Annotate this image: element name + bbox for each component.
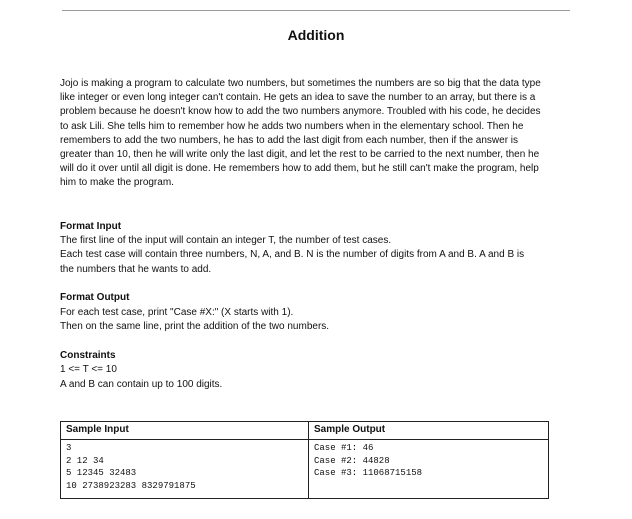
description-line: remembers to add the two numbers, he has to add the last digit from each number, then if the answer is (60, 134, 519, 146)
sample-output-header: Sample Output (309, 422, 549, 440)
format-output-line: Then on the same line, print the addition of the two numbers. (60, 321, 330, 332)
sample-output-cell (309, 440, 549, 499)
constraints-heading: Constraints (60, 350, 116, 361)
description-line: like integer or even long integer can't contain. He gets an idea to save the number to an array, but there is a (60, 92, 536, 104)
sample-input-line: 2 12 34 (66, 455, 104, 466)
format-output-line: For each test case, print "Case #X:" (X starts with 1). (60, 307, 294, 318)
description-line: Jojo is making a program to calculate two numbers, but sometimes the numbers are so big that the data type (60, 78, 541, 89)
sample-output-line: Case #2: 44828 (314, 455, 390, 466)
description-line: will do it over until all digit is done. He remembers how to add them, but he still can't make the program, help (60, 163, 539, 175)
format-input-line: Each test case will contain three numbers, N, A, and B. N is the number of digits from A and B. A and B is (60, 249, 525, 260)
description-line: greater than 10, then he will write only the last digit, and let the rest to be carried to the next number, then he (60, 149, 540, 161)
sample-input-line: 5 12345 32483 (66, 468, 137, 478)
description-line: to ask Lili. She tells him to remember how he adds two numbers when in the elementary school. Then he (60, 120, 524, 132)
sample-table (60, 421, 549, 499)
top-divider (62, 10, 570, 11)
description-line: him to make the program. (60, 177, 174, 189)
sample-input-line: 10 2738923283 8329791875 (66, 480, 196, 491)
sample-input-cell (61, 440, 309, 499)
problem-description (60, 77, 576, 191)
sample-output-line: Case #3: 11068715158 (314, 468, 423, 478)
constraint-line: 1 <= T <= 10 (60, 364, 117, 375)
format-output-heading: Format Output (60, 292, 130, 303)
sample-input-header: Sample Input (61, 422, 309, 440)
format-input-line: The first line of the input will contain an integer T, the number of test cases. (60, 235, 392, 246)
constraint-line: A and B can contain up to 100 digits. (60, 379, 223, 390)
format-input-line: the numbers that he wants to add. (60, 264, 212, 275)
format-input-heading: Format Input (60, 221, 122, 232)
sample-output-line: Case #1: 46 (314, 443, 374, 453)
problem-title: Addition (287, 27, 345, 43)
description-line: problem because he doesn't know how to add the two numbers anymore. Troubled with his code, he decides (60, 106, 541, 118)
sample-input-line: 3 (66, 443, 72, 453)
